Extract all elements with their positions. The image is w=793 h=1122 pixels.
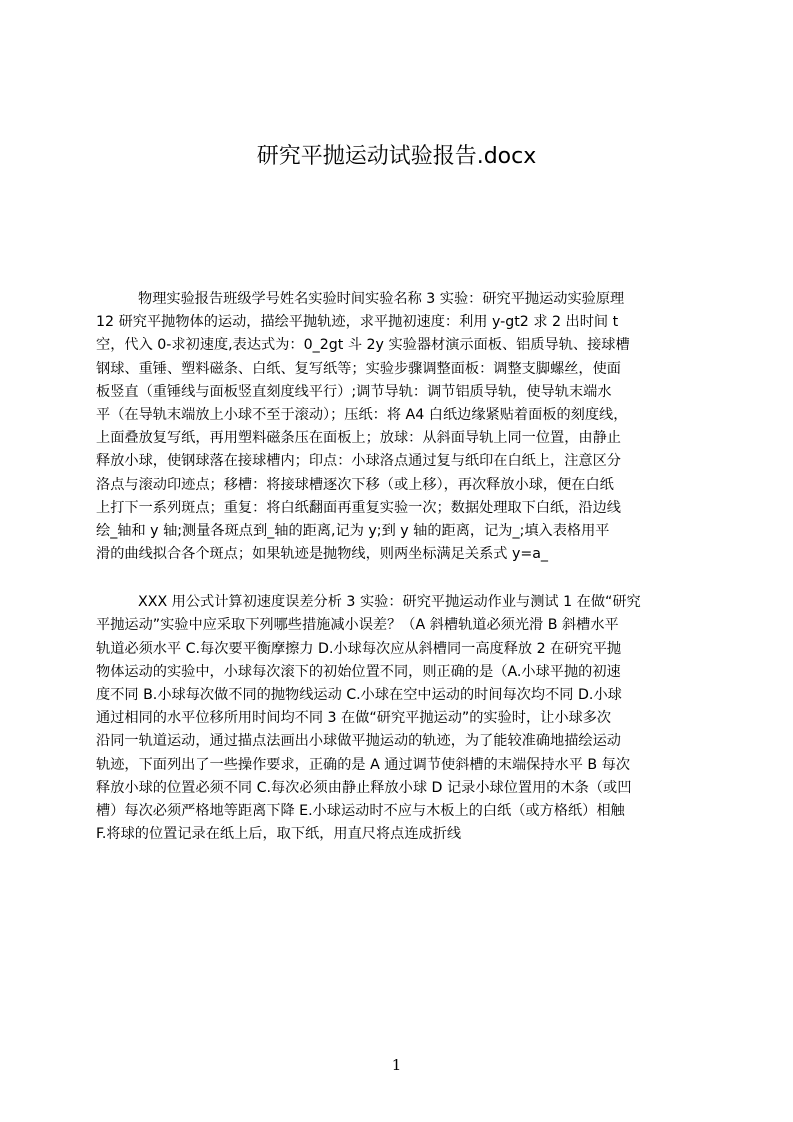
paragraph-2 (96, 591, 696, 846)
document-title: 研究平抛运动试验报告.docx (256, 144, 537, 169)
paragraph-line: 释放小球的位置必须不同 C.每次必须由静止释放小球 D 记录小球位置用的木条（或凹 (96, 779, 632, 796)
paragraph-line: 轨道必须水平 C.每次要平衡摩擦力 D.小球每次应从斜槽同一高度释放 2 在研究平抛 (96, 640, 622, 657)
paragraph-line: 平抛运动”实验中应采取下列哪些措施减小误差？（A 斜槽轨道必须光滑 B 斜槽水平 (96, 617, 619, 634)
paragraph-line: 通过相同的水平位移所用时间均不同 3 在做“研究平抛运动”的实验时，让小球多次 (96, 710, 612, 727)
paragraph-line: F.将球的位置记录在纸上后，取下纸，用直尺将点连成折线 (96, 826, 462, 843)
paragraph-line: 平（在导轨末端放上小球不至于滚动）；压纸：将 A4 白纸边缘紧贴着面板的刻度线， (96, 406, 628, 423)
paragraph-line: 洛点与滚动印迹点；移槽：将接球槽逐次下移（或上移），再次释放小球，便在白纸 (96, 476, 614, 493)
paragraph-line: 物理实验报告班级学号姓名实验时间实验名称 3 实验：研究平抛运动实验原理 (138, 291, 625, 307)
paragraph-1 (96, 288, 696, 566)
paragraph-line: 度不同 B.小球每次做不同的抛物线运动 C.小球在空中运动的时间每次均不同 D.小球 (96, 687, 622, 703)
document-body (96, 288, 696, 846)
page-number: 1 (391, 1056, 402, 1074)
paragraph-line: 空，代入 0-求初速度,表达式为：0_2gt 斗 2y 实验器材演示面板、铝质导轨、接球槽 (96, 337, 630, 354)
paragraph-line: 上打下一系列斑点；重复：将白纸翻面再重复实验一次；数据处理取下白纸，沿边线 (96, 499, 621, 516)
paragraph-line: 板竖直（重锤线与面板竖直刻度线平行）;调节导轨：调节铝质导轨，使导轨末端水 (96, 383, 612, 400)
paragraph-line: 沿同一轨道运动，通过描点法画出小球做平抛运动的轨迹，为了能较准确地描绘运动 (96, 733, 621, 750)
paragraph-line: 上面叠放复写纸，再用塑料磁条压在面板上；放球：从斜面导轨上同一位置，由静止 (96, 430, 621, 447)
paragraph-line: 绘_轴和 y 轴;测量各斑点到_轴的距离,记为 y;到 y 轴的距离，记为_;填入表格用平 (96, 522, 610, 539)
paragraph-line: 钢球、重锤、塑料磁条、白纸、复写纸等；实验步骤调整面板：调整支脚螺丝，使面 (96, 360, 621, 377)
paragraph-line: 轨迹，下面列出了一些操作要求，正确的是 A 通过调节使斜槽的末端保持水平 B 每次 (96, 756, 631, 773)
paragraph-line: 槽）每次必须严格地等距离下降 E.小球运动时不应与木板上的白纸（或方格纸）相触 (96, 802, 625, 819)
paragraph-line: 滑的曲线拟合各个斑点；如果轨迹是抛物线，则两坐标满足关系式 y=a_ (96, 546, 549, 563)
paragraph-spacer (96, 566, 696, 591)
paragraph-line: XXX 用公式计算初速度误差分析 3 实验：研究平抛运动作业与测试 1 在做“研究 (138, 594, 641, 611)
paragraph-line: 释放小球，使钢球落在接球槽内；印点：小球洛点通过复与纸印在白纸上，注意区分 (96, 453, 621, 470)
paragraph-line: 12 研究平抛物体的运动，描绘平抛轨迹，求平抛初速度：利用 y-gt2 求 2 出时间 t (96, 314, 619, 331)
paragraph-line: 物体运动的实验中，小球每次滚下的初始位置不同，则正确的是（A.小球平抛的初速 (96, 663, 621, 680)
